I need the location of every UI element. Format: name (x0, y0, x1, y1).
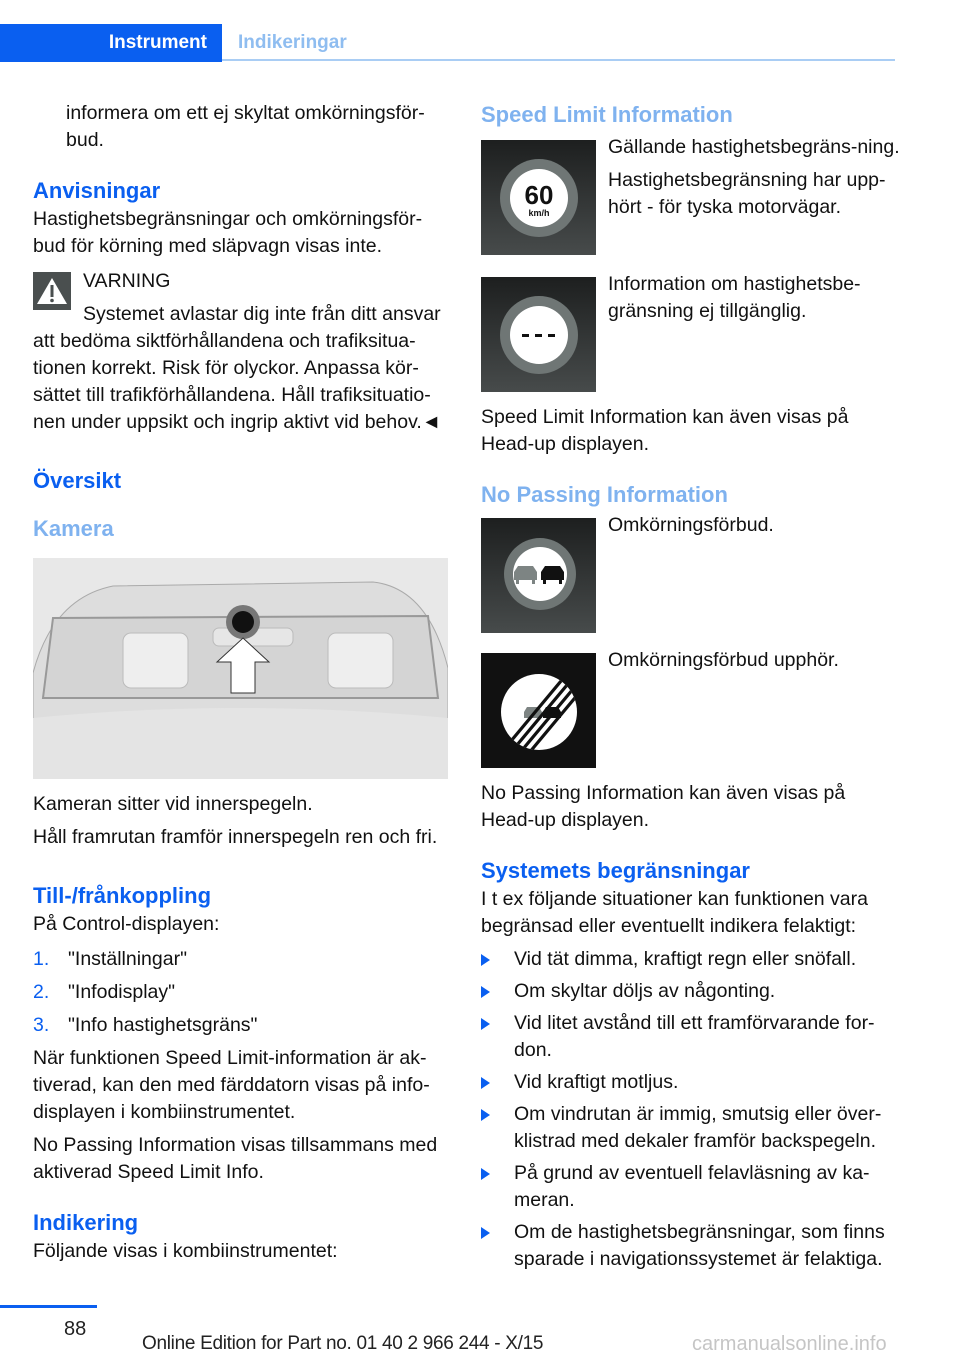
speed-limit-unavailable-sign-icon (481, 277, 596, 392)
till-intro: På Control-displayen: (33, 913, 220, 935)
npi-hud-text: No Passing Information kan även visas på Head-up displayen. (481, 782, 846, 831)
warning-triangle-icon (33, 272, 71, 310)
heading-systemets-begransningar: Systemets begränsningar (481, 858, 750, 883)
list-item: Om skyltar döljs av någonting. (481, 978, 901, 1005)
no-passing-description: Omkörningsförbud. (608, 514, 774, 536)
no-passing-end-description: Omkörningsförbud upphör. (608, 649, 839, 671)
sign-row-unavailable (481, 273, 901, 392)
till-paragraph-1: När funktionen Speed Limit-information är ak-tiverad, kan den med färddatorn visas på info-displayen i kombiinstrumentet. (33, 1047, 430, 1123)
heading-no-passing-information: No Passing Information (481, 482, 728, 507)
triangle-bullet-icon (481, 1227, 490, 1239)
anvisningar-text: Hastighetsbegränsningar och omkörningsför-bud för körning med släpvagn visas inte. (33, 208, 423, 257)
watermark: carmanualsonline.info (692, 1333, 887, 1355)
heading-oversikt: Översikt (33, 468, 122, 493)
settings-steps (33, 946, 453, 1039)
sign-60-description: Gällande hastighetsbegräns-ning. (608, 136, 900, 158)
camera-caption-location: Kameran sitter vid innerspegeln. (33, 793, 313, 815)
triangle-bullet-icon (481, 1018, 490, 1030)
sign-row-60 (481, 136, 901, 255)
camera-caption-clean: Håll framrutan framför innerspegeln ren och fri. (33, 826, 438, 848)
list-item: Om vindrutan är immig, smutsig eller över-klistrad med dekaler framför backspegeln. (481, 1101, 901, 1155)
sign-60-ended-description: Hastighetsbegränsning har upp-hört - för tyska motorvägar. (608, 169, 886, 218)
page-number: 88 (64, 1318, 87, 1340)
step-item: 3. "Info hastighetsgräns" (33, 1014, 258, 1036)
intro-text: informera om ett ej skyltat omkörningsför-bud. (66, 102, 425, 151)
heading-kamera: Kamera (33, 516, 114, 541)
heading-speed-limit-information: Speed Limit Information (481, 102, 733, 127)
triangle-bullet-icon (481, 1109, 490, 1121)
limits-intro: I t ex följande situationer kan funktionen vara begränsad eller eventuellt indikera felaktigt: (481, 888, 868, 937)
heading-anvisningar: Anvisningar (33, 178, 161, 203)
speed-limit-60-sign-icon (481, 140, 596, 255)
list-item: På grund av eventuell felavläsning av ka-meran. (481, 1160, 901, 1214)
step-item: 2. "Infodisplay" (33, 981, 176, 1003)
warning-label: VARNING (83, 270, 171, 292)
footer-accent-line (0, 1305, 97, 1308)
svg-text:60: 60 (524, 180, 554, 210)
till-paragraph-2: No Passing Information visas tillsammans med aktiverad Speed Limit Info. (33, 1134, 438, 1183)
list-item: Om de hastighetsbegränsningar, som finns sparade i navigationssystemet är felaktiga. (481, 1219, 901, 1273)
warning-text: Systemet avlastar dig inte från ditt ansvar att bedöma siktförhållandena och trafiksitua-tionen korrekt. Risk för olyckor. Anpassa kör-sättet till trafikförhållandena. Håll trafiksituatio-nen under uppsikt och ingrip aktivt vid behov.◄ (33, 303, 442, 433)
svg-text:km/h: km/h (528, 208, 550, 218)
heading-indikering: Indikering (33, 1210, 139, 1235)
triangle-bullet-icon (481, 954, 490, 966)
tab-underline (222, 59, 895, 61)
header-tabs (0, 24, 895, 62)
sli-hud-text: Speed Limit Information kan även visas på Head-up displayen. (481, 406, 849, 455)
triangle-bullet-icon (481, 1168, 490, 1180)
list-item: Vid kraftigt motljus. (481, 1069, 901, 1096)
sign-row-no-passing-end (481, 649, 901, 768)
step-item: 1. "Inställningar" (33, 948, 187, 970)
tab-indikeringar[interactable]: Indikeringar (238, 32, 347, 53)
camera-location-illustration (33, 558, 448, 779)
sign-row-no-passing (481, 514, 901, 633)
warning-block (33, 268, 453, 436)
right-column (481, 100, 901, 1278)
triangle-bullet-icon (481, 1077, 490, 1089)
no-passing-end-sign-icon (481, 653, 596, 768)
left-column (33, 100, 453, 1265)
indikering-text: Följande visas i kombiinstrumentet: (33, 1240, 338, 1262)
no-passing-sign-icon (481, 518, 596, 633)
list-item: Vid tät dimma, kraftigt regn eller snöfall. (481, 946, 901, 973)
edition-text: Online Edition for Part no. 01 40 2 966 244 - X/15 (142, 1333, 544, 1354)
triangle-bullet-icon (481, 986, 490, 998)
tab-instrument[interactable]: Instrument (0, 24, 222, 62)
sign-unavailable-description: Information om hastighetsbe-gränsning ej tillgänglig. (608, 273, 861, 322)
list-item: Vid litet avstånd till ett framförvarande for-don. (481, 1010, 901, 1064)
heading-till-frankoppling: Till-/frånkoppling (33, 883, 212, 908)
limitations-list (481, 946, 901, 1273)
